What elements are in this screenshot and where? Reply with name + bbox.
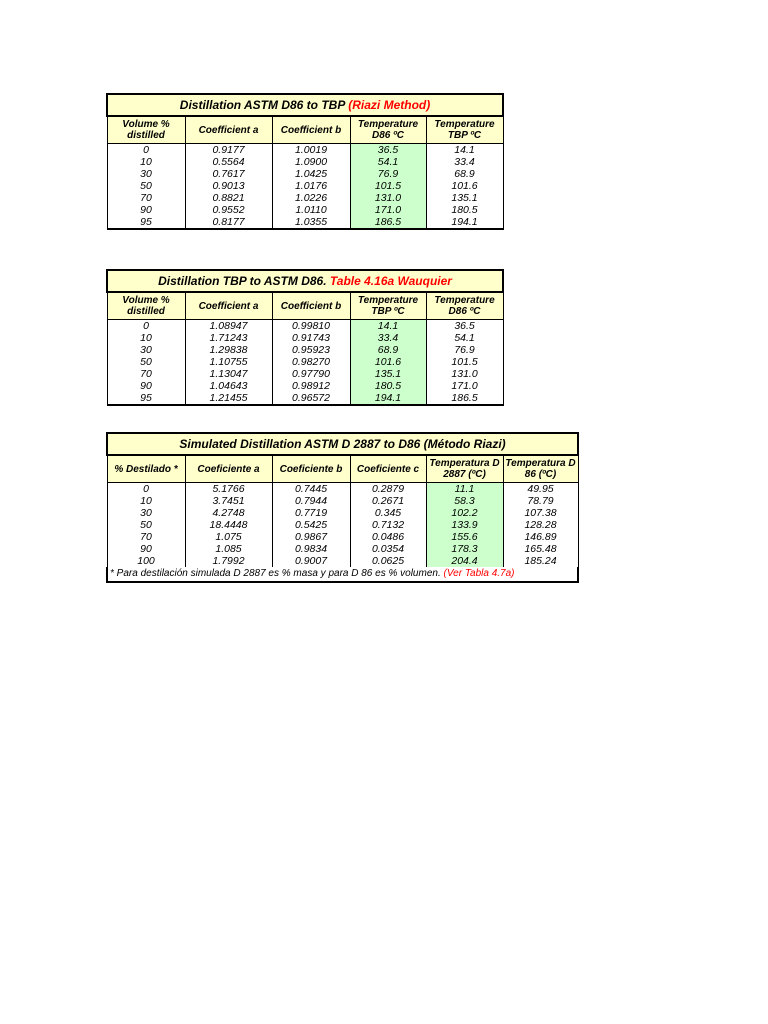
table-cell: 1.0176 [272, 180, 350, 192]
table-cell: 1.21455 [185, 392, 272, 405]
header-row [107, 292, 503, 320]
table-cell: 0.0625 [350, 555, 426, 567]
tbp-to-d86-table [106, 269, 504, 406]
table-cell: 101.5 [350, 180, 426, 192]
table-cell: 49.95 [503, 483, 578, 496]
table-cell: 180.5 [426, 204, 503, 216]
table-cell: 194.1 [426, 216, 503, 229]
table-cell: 0.7132 [350, 519, 426, 531]
table-title [107, 433, 578, 455]
table-cell: 68.9 [426, 168, 503, 180]
table-cell: 1.075 [185, 531, 272, 543]
table-cell: 0.2879 [350, 483, 426, 496]
column-header: Coefficient b [272, 116, 350, 144]
table-cell: 185.24 [503, 555, 578, 567]
table-row [107, 204, 503, 216]
table-cell: 1.0425 [272, 168, 350, 180]
table-cell: 135.1 [426, 192, 503, 204]
table-cell: 0.8821 [185, 192, 272, 204]
column-header: Temperature D86 ºC [350, 116, 426, 144]
table-cell: 50 [107, 519, 185, 531]
table-cell: 54.1 [350, 156, 426, 168]
table-row [107, 192, 503, 204]
table-row [107, 356, 503, 368]
table-cell: 58.3 [426, 495, 503, 507]
table-cell: 0.9867 [272, 531, 350, 543]
d86-to-tbp-table [106, 93, 504, 230]
table-cell: 0.8177 [185, 216, 272, 229]
table-cell: 54.1 [426, 332, 503, 344]
table-row [107, 392, 503, 405]
table-cell: 1.0110 [272, 204, 350, 216]
table-row [107, 216, 503, 229]
column-header: Volume % distilled [107, 292, 185, 320]
table-cell: 0 [107, 144, 185, 157]
column-header: Coeficiente a [185, 455, 272, 483]
table-cell: 76.9 [426, 344, 503, 356]
table-cell: 70 [107, 368, 185, 380]
table-cell: 1.0019 [272, 144, 350, 157]
table-cell: 1.13047 [185, 368, 272, 380]
table-cell: 1.10755 [185, 356, 272, 368]
table-cell: 107.38 [503, 507, 578, 519]
table-cell: 11.1 [426, 483, 503, 496]
table-cell: 30 [107, 507, 185, 519]
table-cell: 1.29838 [185, 344, 272, 356]
d2887-to-d86-table [106, 432, 579, 583]
table-cell: 0.91743 [272, 332, 350, 344]
table-cell: 0.0486 [350, 531, 426, 543]
table-row [107, 144, 503, 157]
table-cell: 101.6 [350, 356, 426, 368]
table-cell: 0.97790 [272, 368, 350, 380]
table-cell: 1.71243 [185, 332, 272, 344]
table-cell: 76.9 [350, 168, 426, 180]
footnote-text: * Para destilación simulada D 2887 es % masa y para D 86 es % volumen. [110, 568, 441, 579]
table-cell: 36.5 [426, 320, 503, 333]
table-cell: 14.1 [350, 320, 426, 333]
table-cell: 18.4448 [185, 519, 272, 531]
table-cell: 33.4 [426, 156, 503, 168]
table-row [107, 531, 578, 543]
table-cell: 68.9 [350, 344, 426, 356]
table-cell: 171.0 [426, 380, 503, 392]
table-cell: 194.1 [350, 392, 426, 405]
table-row [107, 507, 578, 519]
table-cell: 204.4 [426, 555, 503, 567]
column-header: Temperature D86 ºC [426, 292, 503, 320]
table-cell: 70 [107, 192, 185, 204]
table-cell: 0.5564 [185, 156, 272, 168]
table-cell: 0.9007 [272, 555, 350, 567]
table-cell: 0.98912 [272, 380, 350, 392]
table-row [107, 332, 503, 344]
table-cell: 5.1766 [185, 483, 272, 496]
table-cell: 33.4 [350, 332, 426, 344]
table-cell: 95 [107, 216, 185, 229]
table-cell: 0.2671 [350, 495, 426, 507]
header-row [107, 116, 503, 144]
table-row [107, 344, 503, 356]
table-row [107, 543, 578, 555]
column-header: Temperatura D 2887 (ºC) [426, 455, 503, 483]
table-row [107, 168, 503, 180]
table-cell: 133.9 [426, 519, 503, 531]
title-text: Distillation ASTM D86 to TBP [179, 98, 345, 112]
footnote [107, 567, 578, 582]
table-row [107, 495, 578, 507]
column-header: Temperatura D 86 (ºC) [503, 455, 578, 483]
table-cell: 50 [107, 356, 185, 368]
column-header: Coefficient a [185, 292, 272, 320]
table-cell: 128.28 [503, 519, 578, 531]
header-row [107, 455, 578, 483]
table-cell: 186.5 [350, 216, 426, 229]
table-cell: 1.04643 [185, 380, 272, 392]
table-cell: 1.0900 [272, 156, 350, 168]
table-cell: 135.1 [350, 368, 426, 380]
table-cell: 90 [107, 380, 185, 392]
title-text: Simulated Distillation ASTM D 2887 to D86 (Método Riazi) [179, 437, 506, 451]
table-cell: 0.98270 [272, 356, 350, 368]
column-header: % Destilado * [107, 455, 185, 483]
table-cell: 100 [107, 555, 185, 567]
title-reference: (Riazi Method) [348, 98, 431, 112]
column-header: Volume % distilled [107, 116, 185, 144]
table-cell: 0.9013 [185, 180, 272, 192]
table-cell: 0.9834 [272, 543, 350, 555]
table-cell: 0.7617 [185, 168, 272, 180]
table-cell: 50 [107, 180, 185, 192]
table-cell: 30 [107, 344, 185, 356]
table-cell: 0.9177 [185, 144, 272, 157]
table-cell: 0 [107, 483, 185, 496]
table-cell: 0.7719 [272, 507, 350, 519]
table-row [107, 320, 503, 333]
column-header: Coefficient a [185, 116, 272, 144]
table-cell: 1.08947 [185, 320, 272, 333]
table-cell: 165.48 [503, 543, 578, 555]
table-cell: 101.6 [426, 180, 503, 192]
table-row [107, 519, 578, 531]
table-cell: 101.5 [426, 356, 503, 368]
table-cell: 178.3 [426, 543, 503, 555]
table-cell: 78.79 [503, 495, 578, 507]
table-cell: 0.95923 [272, 344, 350, 356]
table-cell: 171.0 [350, 204, 426, 216]
column-header: Temperature TBP ºC [350, 292, 426, 320]
table-row [107, 380, 503, 392]
table-row [107, 156, 503, 168]
table-cell: 0.7944 [272, 495, 350, 507]
table-cell: 36.5 [350, 144, 426, 157]
table-cell: 155.6 [426, 531, 503, 543]
column-header: Coeficiente c [350, 455, 426, 483]
table-cell: 180.5 [350, 380, 426, 392]
table-cell: 0.7445 [272, 483, 350, 496]
table-cell: 1.0226 [272, 192, 350, 204]
table-row [107, 368, 503, 380]
table-cell: 1.0355 [272, 216, 350, 229]
title-text: Distillation TBP to ASTM D86. [158, 274, 327, 288]
table-cell: 1.085 [185, 543, 272, 555]
table-cell: 0.5425 [272, 519, 350, 531]
table-title [107, 270, 503, 292]
table-cell: 95 [107, 392, 185, 405]
table-cell: 0.345 [350, 507, 426, 519]
table-row [107, 555, 578, 567]
table-cell: 102.2 [426, 507, 503, 519]
column-header: Coefficient b [272, 292, 350, 320]
table-cell: 146.89 [503, 531, 578, 543]
table-cell: 186.5 [426, 392, 503, 405]
title-reference: Table 4.16a Wauquier [329, 274, 452, 288]
column-header: Coeficiente b [272, 455, 350, 483]
table-cell: 1.7992 [185, 555, 272, 567]
table-cell: 90 [107, 543, 185, 555]
table-cell: 131.0 [426, 368, 503, 380]
footnote-reference: (Ver Tabla 4.7a) [443, 568, 515, 579]
table-cell: 0.0354 [350, 543, 426, 555]
table-cell: 3.7451 [185, 495, 272, 507]
table-cell: 10 [107, 495, 185, 507]
table-cell: 90 [107, 204, 185, 216]
table-cell: 10 [107, 156, 185, 168]
table-title [107, 94, 503, 116]
table-cell: 70 [107, 531, 185, 543]
table-cell: 0 [107, 320, 185, 333]
table-cell: 131.0 [350, 192, 426, 204]
table-cell: 4.2748 [185, 507, 272, 519]
table-cell: 0.99810 [272, 320, 350, 333]
table-row [107, 180, 503, 192]
table-cell: 0.96572 [272, 392, 350, 405]
table-row [107, 483, 578, 496]
table-cell: 30 [107, 168, 185, 180]
table-cell: 0.9552 [185, 204, 272, 216]
table-cell: 10 [107, 332, 185, 344]
table-cell: 14.1 [426, 144, 503, 157]
column-header: Temperature TBP ºC [426, 116, 503, 144]
